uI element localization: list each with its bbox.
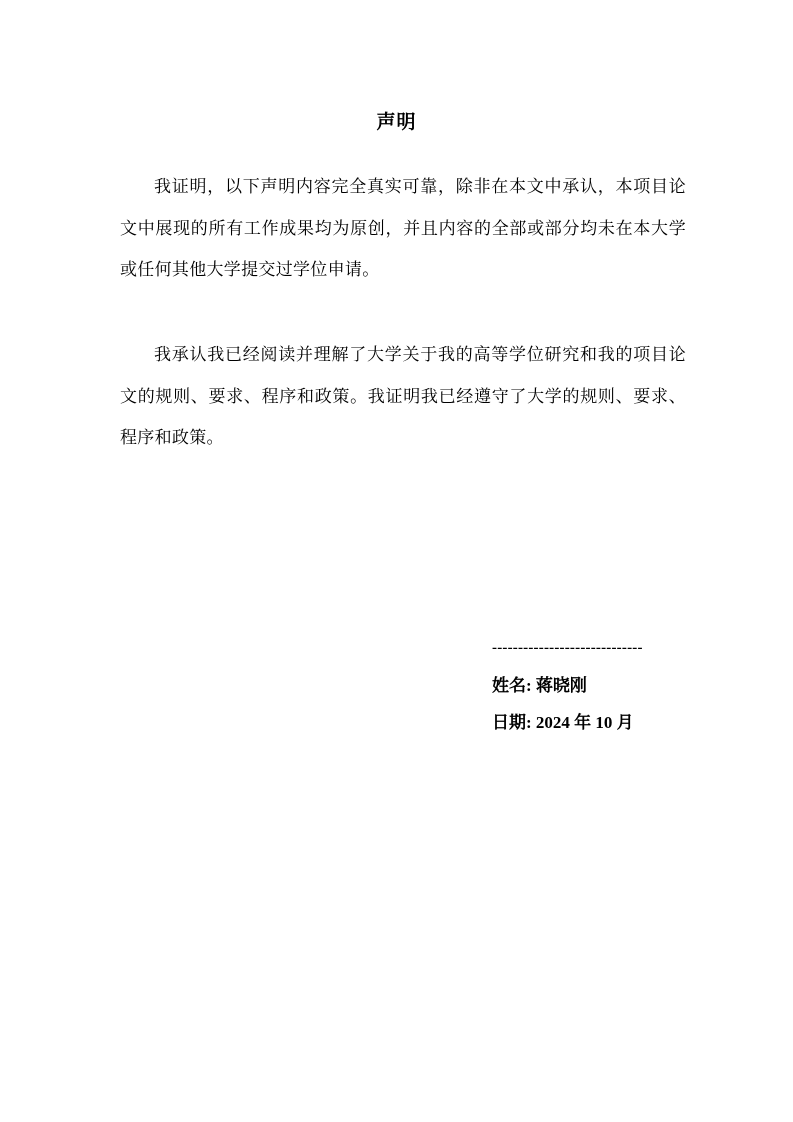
date-label: 日期: [492,713,536,732]
date-row [492,708,692,738]
signature-line: ----------------------------- [492,640,643,656]
signature-block [492,633,692,738]
declaration-paragraph-2: 我承认我已经阅读并理解了大学关于我的高等学位研究和我的项目论文的规则、要求、程序和政策。我证明我已经遵守了大学的规则、要求、程序和政策。 [120,345,686,448]
declaration-paragraph-1: 我证明，以下声明内容完全真实可靠，除非在本文中承认，本项目论文中展现的所有工作成果均为原创，并且内容的全部或部分均未在本大学或任何其他大学提交过学位申请。 [120,177,686,280]
name-value: 蒋晓刚 [535,676,587,695]
page-title: 声明 [376,111,417,133]
name-label: 姓名: [492,676,536,695]
name-row [492,671,692,701]
date-value: 2024 年 10 月 [535,713,634,732]
